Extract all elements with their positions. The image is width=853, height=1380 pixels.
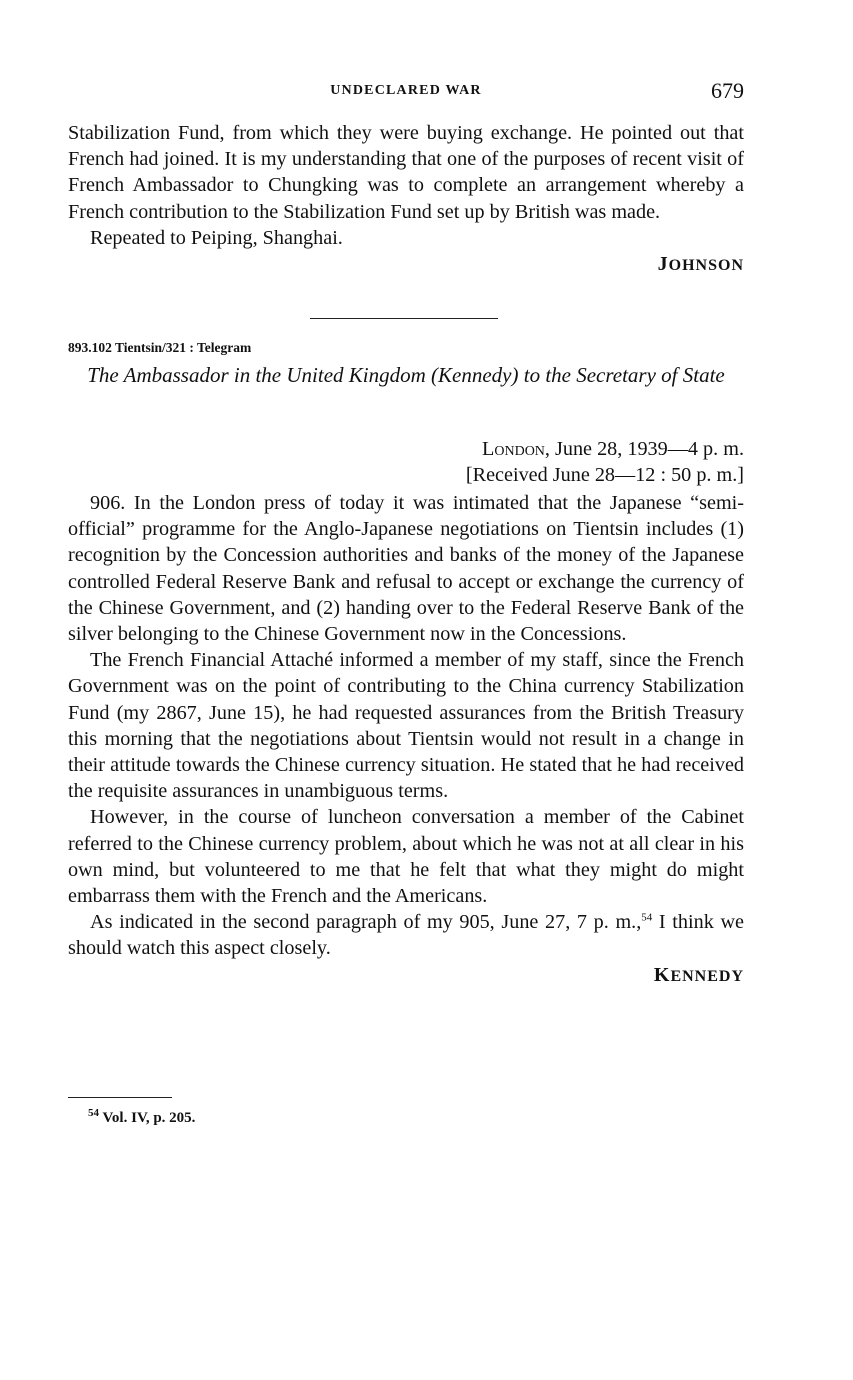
page-number: 679 — [711, 78, 744, 103]
file-reference: 893.102 Tientsin/321 : Telegram — [68, 340, 252, 355]
signature-kennedy — [68, 964, 744, 987]
dateline — [466, 436, 744, 488]
footnote — [88, 1107, 196, 1127]
footnote-reference: 54 — [641, 911, 653, 924]
running-head — [68, 80, 744, 104]
paragraph-906: 906. In the London press of today it was intimated that the Japanese “semi-official” programme for the Anglo-Japanese negotiations on Tientsin includes (1) recognition by the Concession authorities and banks of the money of the Japanese controlled Federal Reserve Bank and refusal to accept or exchange the currency of the Chinese Government, and (2) handing over to the Federal Reserve Bank of the silver belonging to the Chinese Government now in the Concessions. — [68, 492, 744, 646]
signature-initial: K — [653, 963, 671, 986]
paragraph-luncheon: However, in the course of luncheon conversation a member of the Cabinet referred to the Chinese currency problem, about which he was not at all clear in his own mind, but volunteered to me that he felt that what they might do might embarrass them with the French and the Americans. — [68, 806, 744, 908]
running-title: UNDECLARED WAR — [330, 83, 482, 98]
signature-rest: ENNEDY — [670, 967, 744, 985]
repeated-paragraph: Repeated to Peiping, Shanghai. — [90, 226, 343, 249]
closing-text: As indicated in the second paragraph of my 905, June 27, 7 p. m., — [90, 911, 642, 934]
first-document-body — [68, 120, 744, 276]
continued-paragraph: Stabilization Fund, from which they were buying exchange. He pointed out that French had joined. It is my understanding that one of the purposes of recent visit of French Ambassador to Chungking was to complete an arrangement whereby a French contribution to the Stabilization Fund set up by British was made. — [68, 122, 744, 223]
footnote-divider — [68, 1097, 172, 1098]
document-heading: The Ambassador in the United Kingdom (Kennedy) to the Secretary of State — [87, 363, 725, 387]
section-divider — [310, 318, 498, 319]
dateline-date: , June 28, 1939—4 p. m. — [544, 438, 744, 460]
footnote-mark: 54 — [88, 1107, 99, 1119]
telegram-body — [68, 490, 744, 987]
closing-text-end: I think we should watch this aspect closely. — [68, 911, 744, 960]
dateline-sent — [466, 436, 744, 462]
signature-rest: OHNSON — [668, 257, 744, 275]
footnote-text: Vol. IV, p. 205. — [99, 1110, 196, 1126]
dateline-place: London — [482, 438, 545, 460]
dateline-received: [Received June 28—12 : 50 p. m.] — [465, 464, 744, 486]
signature-initial: J — [657, 253, 669, 276]
paragraph-french-attache: The French Financial Attaché informed a member of my staff, since the French Government was on the point of contributing to the China currency Stabilization Fund (my 2867, June 15), he had requested assurances from the British Treasury this morning that the negotiations about Tientsin would not result in a change in their attitude towards the Chinese currency situation. He stated that he had received the requisite assurances in unambiguous terms. — [68, 649, 744, 803]
signature-johnson — [68, 253, 744, 276]
paragraph-closing — [68, 909, 744, 961]
